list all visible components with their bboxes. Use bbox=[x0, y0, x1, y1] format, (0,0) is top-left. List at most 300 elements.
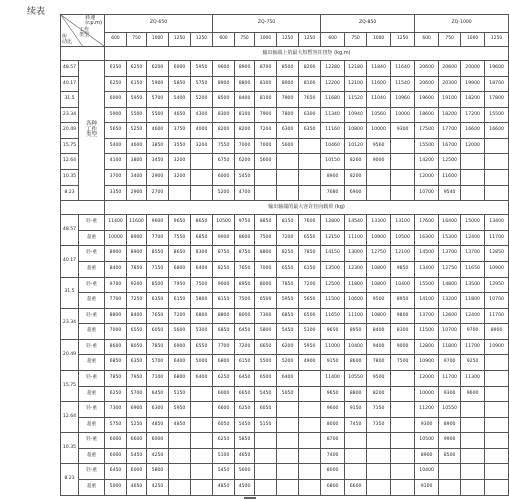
value-cell bbox=[391, 464, 415, 480]
table-row bbox=[61, 464, 509, 480]
value-cell bbox=[391, 370, 415, 386]
value-cell: 8900 bbox=[213, 76, 235, 92]
value-cell: 11040 bbox=[367, 92, 391, 108]
table-row bbox=[61, 61, 509, 77]
value-cell: 8200 bbox=[213, 123, 235, 139]
value-cell: 6250 bbox=[105, 76, 127, 92]
value-cell: 10900 bbox=[485, 339, 509, 355]
model-header: ZQ-850 bbox=[321, 15, 415, 33]
ratio-cell: 31.5 bbox=[61, 92, 79, 108]
value-cell: 9300 bbox=[439, 386, 461, 402]
value-cell: 8900 bbox=[105, 246, 127, 262]
value-cell bbox=[299, 417, 321, 433]
value-cell: 7600 bbox=[299, 215, 321, 231]
value-cell: 6200 bbox=[235, 154, 255, 170]
value-cell: 9700 bbox=[461, 324, 485, 340]
value-cell: 17200 bbox=[461, 107, 485, 123]
value-cell: 8150 bbox=[277, 215, 299, 231]
value-cell: 10550 bbox=[345, 370, 367, 386]
value-cell: 5000 bbox=[191, 355, 213, 371]
value-cell: 6300 bbox=[147, 402, 169, 418]
value-cell: 7500 bbox=[235, 293, 255, 309]
table-row bbox=[61, 417, 509, 433]
value-cell: 6050 bbox=[213, 417, 235, 433]
value-cell: 8000 bbox=[321, 417, 345, 433]
value-cell: 6000 bbox=[147, 433, 169, 449]
value-cell: 13300 bbox=[367, 215, 391, 231]
value-cell bbox=[461, 170, 485, 186]
value-cell: 14150 bbox=[321, 246, 345, 262]
value-cell: 5900 bbox=[147, 76, 169, 92]
value-cell: 4000 bbox=[191, 123, 213, 139]
ratio-cell: 23.34 bbox=[61, 107, 79, 123]
value-cell bbox=[191, 464, 213, 480]
value-cell bbox=[169, 480, 191, 496]
value-cell: 10500 bbox=[213, 215, 235, 231]
table-row bbox=[61, 246, 509, 262]
value-cell: 6500 bbox=[255, 293, 277, 309]
value-cell: 11700 bbox=[485, 308, 509, 324]
value-cell: 7850 bbox=[127, 261, 147, 277]
value-cell: 6750 bbox=[213, 154, 235, 170]
value-cell: 13700 bbox=[461, 246, 485, 262]
value-cell bbox=[367, 480, 391, 496]
value-cell: 11650 bbox=[461, 261, 485, 277]
value-cell: 12800 bbox=[415, 339, 439, 355]
speed-header: 600 bbox=[415, 33, 439, 47]
value-cell: 17800 bbox=[485, 92, 509, 108]
ratio-cell: 8.23 bbox=[61, 185, 79, 201]
value-cell: 4250 bbox=[147, 448, 169, 464]
value-cell: 7850 bbox=[105, 370, 127, 386]
value-cell: 8900 bbox=[439, 417, 461, 433]
value-cell: 5800 bbox=[255, 324, 277, 340]
value-cell: 8250 bbox=[213, 261, 235, 277]
table-row bbox=[61, 370, 509, 386]
ratio-cell: 15.75 bbox=[61, 138, 79, 154]
value-cell bbox=[277, 185, 299, 201]
table-row bbox=[61, 386, 509, 402]
work-type-cell: 超重 bbox=[79, 230, 105, 246]
speed-header: 1000 bbox=[147, 33, 169, 47]
value-cell: 11650 bbox=[321, 308, 345, 324]
value-cell: 9750 bbox=[235, 215, 255, 231]
value-cell: 8700 bbox=[321, 433, 345, 449]
value-cell: 8550 bbox=[147, 246, 169, 262]
value-cell bbox=[277, 402, 299, 418]
value-cell: 9650 bbox=[321, 386, 345, 402]
value-cell: 5600 bbox=[277, 138, 299, 154]
value-cell: 5750 bbox=[105, 417, 127, 433]
header-row-speeds bbox=[61, 33, 509, 47]
table-row bbox=[61, 170, 509, 186]
value-cell: 8600 bbox=[105, 339, 127, 355]
value-cell: 8750 bbox=[213, 246, 235, 262]
value-cell: 13400 bbox=[485, 215, 509, 231]
value-cell: 7800 bbox=[277, 107, 299, 123]
value-cell: 12000 bbox=[415, 370, 439, 386]
ratio-cell: 48.57 bbox=[61, 215, 79, 246]
value-cell: 11400 bbox=[105, 215, 127, 231]
value-cell: 5500 bbox=[147, 107, 169, 123]
value-cell bbox=[345, 433, 367, 449]
value-cell: 6000 bbox=[105, 448, 127, 464]
value-cell bbox=[461, 154, 485, 170]
value-cell: 7550 bbox=[213, 138, 235, 154]
value-cell: 9850 bbox=[391, 261, 415, 277]
value-cell: 16600 bbox=[485, 123, 509, 139]
value-cell: 9500 bbox=[367, 293, 391, 309]
table-row bbox=[61, 230, 509, 246]
value-cell: 6450 bbox=[235, 370, 255, 386]
value-cell: 9200 bbox=[127, 277, 147, 293]
value-cell: 13700 bbox=[439, 246, 461, 262]
value-cell: 7100 bbox=[147, 370, 169, 386]
value-cell bbox=[255, 464, 277, 480]
value-cell: 5650 bbox=[105, 123, 127, 139]
value-cell: 8900 bbox=[321, 170, 345, 186]
value-cell: 7850 bbox=[147, 339, 169, 355]
value-cell: 10400 bbox=[345, 339, 367, 355]
value-cell: 7550 bbox=[169, 230, 191, 246]
value-cell: 7400 bbox=[321, 448, 345, 464]
work-type-cell: 超重 bbox=[79, 355, 105, 371]
work-type-cell: 超重 bbox=[79, 261, 105, 277]
diag-ratio-label: 传 动比 bbox=[62, 33, 73, 45]
speed-header: 750 bbox=[235, 33, 255, 47]
value-cell bbox=[391, 402, 415, 418]
value-cell: 6250 bbox=[213, 370, 235, 386]
value-cell: 3350 bbox=[105, 185, 127, 201]
value-cell: 5950 bbox=[127, 92, 147, 108]
speed-header: 1250 bbox=[169, 33, 191, 47]
value-cell: 18200 bbox=[439, 107, 461, 123]
value-cell bbox=[485, 448, 509, 464]
value-cell bbox=[485, 417, 509, 433]
value-cell: 13100 bbox=[391, 215, 415, 231]
value-cell: 13400 bbox=[415, 261, 439, 277]
value-cell: 4850 bbox=[147, 417, 169, 433]
value-cell: 8800 bbox=[105, 308, 127, 324]
work-type-cell: 轻-重 bbox=[79, 308, 105, 324]
value-cell bbox=[461, 402, 485, 418]
value-cell: 10700 bbox=[485, 293, 509, 309]
value-cell: 10400 bbox=[391, 277, 415, 293]
value-cell bbox=[299, 433, 321, 449]
value-cell: 5850 bbox=[169, 76, 191, 92]
ratio-cell: 48.57 bbox=[61, 61, 79, 77]
value-cell: 4600 bbox=[127, 138, 147, 154]
value-cell: 12750 bbox=[439, 261, 461, 277]
page-mark bbox=[244, 497, 256, 499]
value-cell: 12000 bbox=[415, 170, 439, 186]
value-cell: 13000 bbox=[345, 246, 367, 262]
work-type-cell: 超重 bbox=[79, 480, 105, 496]
table-row bbox=[61, 138, 509, 154]
value-cell bbox=[461, 480, 485, 496]
value-cell: 6150 bbox=[127, 76, 147, 92]
value-cell bbox=[277, 417, 299, 433]
value-cell: 5450 bbox=[127, 448, 147, 464]
value-cell: 7200 bbox=[299, 277, 321, 293]
value-cell bbox=[391, 185, 415, 201]
value-cell: 11200 bbox=[415, 402, 439, 418]
value-cell bbox=[277, 480, 299, 496]
value-cell: 6000 bbox=[213, 386, 235, 402]
value-cell: 6550 bbox=[299, 230, 321, 246]
value-cell: 10120 bbox=[345, 138, 367, 154]
value-cell: 4250 bbox=[147, 480, 169, 496]
value-cell: 9400 bbox=[367, 339, 391, 355]
value-cell: 7300 bbox=[255, 308, 277, 324]
value-cell: 10800 bbox=[367, 261, 391, 277]
value-cell: 10940 bbox=[345, 107, 367, 123]
value-cell: 20600 bbox=[439, 61, 461, 77]
value-cell: 6900 bbox=[345, 185, 367, 201]
value-cell: 8100 bbox=[235, 107, 255, 123]
table-row bbox=[61, 123, 509, 139]
ratio-cell: 10.35 bbox=[61, 170, 79, 186]
value-cell: 12800 bbox=[321, 215, 345, 231]
value-cell: 9000 bbox=[367, 154, 391, 170]
value-cell: 20600 bbox=[415, 61, 439, 77]
value-cell: 8100 bbox=[299, 76, 321, 92]
value-cell: 11100 bbox=[345, 230, 367, 246]
value-cell: 6550 bbox=[277, 261, 299, 277]
value-cell: 13500 bbox=[321, 261, 345, 277]
value-cell: 8950 bbox=[391, 293, 415, 309]
value-cell: 6000 bbox=[105, 92, 127, 108]
value-cell: 8250 bbox=[277, 246, 299, 262]
value-cell bbox=[391, 154, 415, 170]
value-cell bbox=[299, 480, 321, 496]
value-cell: 6300 bbox=[299, 107, 321, 123]
value-cell bbox=[485, 433, 509, 449]
value-cell: 8600 bbox=[235, 230, 255, 246]
value-cell: 6350 bbox=[127, 355, 147, 371]
value-cell: 11520 bbox=[345, 92, 367, 108]
speed-header: 750 bbox=[345, 33, 367, 47]
value-cell: 4850 bbox=[213, 480, 235, 496]
value-cell: 6250 bbox=[105, 386, 127, 402]
value-cell: 10000 bbox=[415, 386, 439, 402]
value-cell: 7800 bbox=[367, 355, 391, 371]
value-cell: 19900 bbox=[461, 76, 485, 92]
value-cell bbox=[439, 480, 461, 496]
value-cell: 5050 bbox=[277, 386, 299, 402]
value-cell: 7850 bbox=[277, 277, 299, 293]
value-cell: 2900 bbox=[127, 185, 147, 201]
diagonal-header-cell bbox=[61, 15, 105, 47]
value-cell: 11100 bbox=[345, 308, 367, 324]
model-header: ZQ-650 bbox=[105, 15, 213, 33]
value-cell: 9300 bbox=[391, 123, 415, 139]
value-cell: 7900 bbox=[277, 92, 299, 108]
value-cell bbox=[191, 417, 213, 433]
value-cell: 6850 bbox=[191, 230, 213, 246]
value-cell bbox=[255, 433, 277, 449]
value-cell: 10000 bbox=[391, 107, 415, 123]
value-cell: 9600 bbox=[321, 402, 345, 418]
value-cell: 9000 bbox=[213, 277, 235, 293]
value-cell: 6050 bbox=[255, 402, 277, 418]
value-cell: 10000 bbox=[367, 123, 391, 139]
value-cell: 10800 bbox=[345, 123, 367, 139]
value-cell: 5800 bbox=[191, 293, 213, 309]
value-cell bbox=[169, 433, 191, 449]
section1-title: 输出轴端上的最大短暂容许扭矩 (kg.m) bbox=[105, 47, 509, 61]
value-cell: 7000 bbox=[255, 261, 277, 277]
value-cell: 12100 bbox=[345, 76, 367, 92]
value-cell: 3700 bbox=[105, 170, 127, 186]
value-cell: 9150 bbox=[345, 402, 367, 418]
table-row bbox=[61, 355, 509, 371]
value-cell: 8000 bbox=[235, 308, 255, 324]
value-cell: 8800 bbox=[255, 246, 277, 262]
value-cell: 6150 bbox=[299, 261, 321, 277]
value-cell: 5950 bbox=[191, 61, 213, 77]
value-cell: 7200 bbox=[277, 230, 299, 246]
value-cell: 16300 bbox=[415, 230, 439, 246]
value-cell: 6400 bbox=[191, 370, 213, 386]
value-cell: 8650 bbox=[169, 246, 191, 262]
value-cell: 7000 bbox=[105, 324, 127, 340]
value-cell: 11400 bbox=[321, 370, 345, 386]
value-cell: 6500 bbox=[299, 308, 321, 324]
value-cell bbox=[391, 433, 415, 449]
work-type-cell: 轻-重 bbox=[79, 339, 105, 355]
value-cell: 10150 bbox=[321, 154, 345, 170]
value-cell: 20000 bbox=[461, 61, 485, 77]
value-cell: 6500 bbox=[255, 370, 277, 386]
value-cell: 5500 bbox=[127, 107, 147, 123]
value-cell: 4650 bbox=[127, 480, 147, 496]
value-cell bbox=[461, 185, 485, 201]
value-cell bbox=[255, 185, 277, 201]
value-cell: 5950 bbox=[299, 339, 321, 355]
speed-header: 1000 bbox=[367, 33, 391, 47]
value-cell: 14800 bbox=[439, 277, 461, 293]
value-cell: 8800 bbox=[345, 386, 367, 402]
value-cell: 8000 bbox=[277, 76, 299, 92]
speed-header: 750 bbox=[127, 33, 147, 47]
value-cell: 17700 bbox=[439, 123, 461, 139]
value-cell bbox=[485, 154, 509, 170]
value-cell bbox=[255, 448, 277, 464]
speed-header: 1250 bbox=[299, 33, 321, 47]
value-cell bbox=[191, 480, 213, 496]
value-cell: 7200 bbox=[235, 339, 255, 355]
work-type-cell: 超重 bbox=[79, 417, 105, 433]
diag-type-label: 工作 类型 bbox=[79, 27, 90, 39]
value-cell: 3200 bbox=[169, 154, 191, 170]
value-cell: 5400 bbox=[169, 92, 191, 108]
value-cell: 8500 bbox=[147, 277, 169, 293]
value-cell: 8900 bbox=[235, 61, 255, 77]
value-cell: 6850 bbox=[105, 355, 127, 371]
speed-header: 600 bbox=[105, 33, 127, 47]
value-cell: 13500 bbox=[461, 277, 485, 293]
work-type-cell: 轻-重 bbox=[79, 277, 105, 293]
value-cell: 5450 bbox=[277, 324, 299, 340]
value-cell: 9600 bbox=[461, 386, 485, 402]
value-cell: 6450 bbox=[147, 386, 169, 402]
value-cell: 10900 bbox=[367, 230, 391, 246]
value-cell: 8400 bbox=[105, 261, 127, 277]
value-cell: 6400 bbox=[277, 370, 299, 386]
value-cell: 8300 bbox=[213, 107, 235, 123]
value-cell: 12950 bbox=[485, 277, 509, 293]
value-cell: 6450 bbox=[105, 464, 127, 480]
section1-title-row bbox=[61, 47, 509, 61]
value-cell: 14500 bbox=[415, 246, 439, 262]
value-cell: 12850 bbox=[485, 246, 509, 262]
value-cell: 7850 bbox=[299, 246, 321, 262]
value-cell: 12150 bbox=[321, 230, 345, 246]
value-cell: 12000 bbox=[461, 138, 485, 154]
value-cell: 6200 bbox=[147, 61, 169, 77]
header-row-models bbox=[61, 15, 509, 33]
value-cell: 11800 bbox=[461, 293, 485, 309]
ratio-cell: 31.5 bbox=[61, 277, 79, 308]
ratio-cell: 15.75 bbox=[61, 370, 79, 401]
value-cell: 8000 bbox=[255, 277, 277, 293]
blank-cell bbox=[61, 47, 105, 61]
value-cell: 6400 bbox=[191, 261, 213, 277]
value-cell: 7700 bbox=[147, 230, 169, 246]
value-cell: 7650 bbox=[299, 92, 321, 108]
value-cell bbox=[367, 433, 391, 449]
work-type-cell: 超重 bbox=[79, 293, 105, 309]
value-cell: 6350 bbox=[105, 61, 127, 77]
value-cell: 5100 bbox=[213, 448, 235, 464]
value-cell: 8750 bbox=[235, 246, 255, 262]
value-cell: 5300 bbox=[191, 324, 213, 340]
table-row bbox=[61, 107, 509, 123]
value-cell bbox=[169, 464, 191, 480]
value-cell: 20300 bbox=[439, 76, 461, 92]
value-cell: 7950 bbox=[169, 277, 191, 293]
table-row bbox=[61, 261, 509, 277]
value-cell: 15500 bbox=[415, 277, 439, 293]
value-cell: 5100 bbox=[299, 324, 321, 340]
value-cell: 8900 bbox=[127, 230, 147, 246]
value-cell bbox=[191, 402, 213, 418]
value-cell: 4650 bbox=[235, 448, 255, 464]
value-cell: 8500 bbox=[439, 448, 461, 464]
table-row bbox=[61, 324, 509, 340]
value-cell: 10700 bbox=[439, 324, 461, 340]
value-cell: 10400 bbox=[415, 464, 439, 480]
value-cell: 2700 bbox=[147, 185, 169, 201]
value-cell: 18600 bbox=[415, 107, 439, 123]
value-cell: 5900 bbox=[105, 107, 127, 123]
value-cell bbox=[485, 402, 509, 418]
value-cell: 5600 bbox=[255, 154, 277, 170]
value-cell: 14540 bbox=[345, 215, 367, 231]
table-caption: 续表 bbox=[27, 7, 46, 17]
value-cell: 16400 bbox=[439, 215, 461, 231]
value-cell: 8500 bbox=[277, 61, 299, 77]
value-cell: 9800 bbox=[391, 308, 415, 324]
value-cell: 3550 bbox=[169, 138, 191, 154]
value-cell bbox=[391, 417, 415, 433]
value-cell: 6350 bbox=[147, 293, 169, 309]
value-cell: 6000 bbox=[213, 170, 235, 186]
value-cell: 11300 bbox=[461, 370, 485, 386]
speed-header: 600 bbox=[213, 33, 235, 47]
value-cell: 6150 bbox=[169, 293, 191, 309]
